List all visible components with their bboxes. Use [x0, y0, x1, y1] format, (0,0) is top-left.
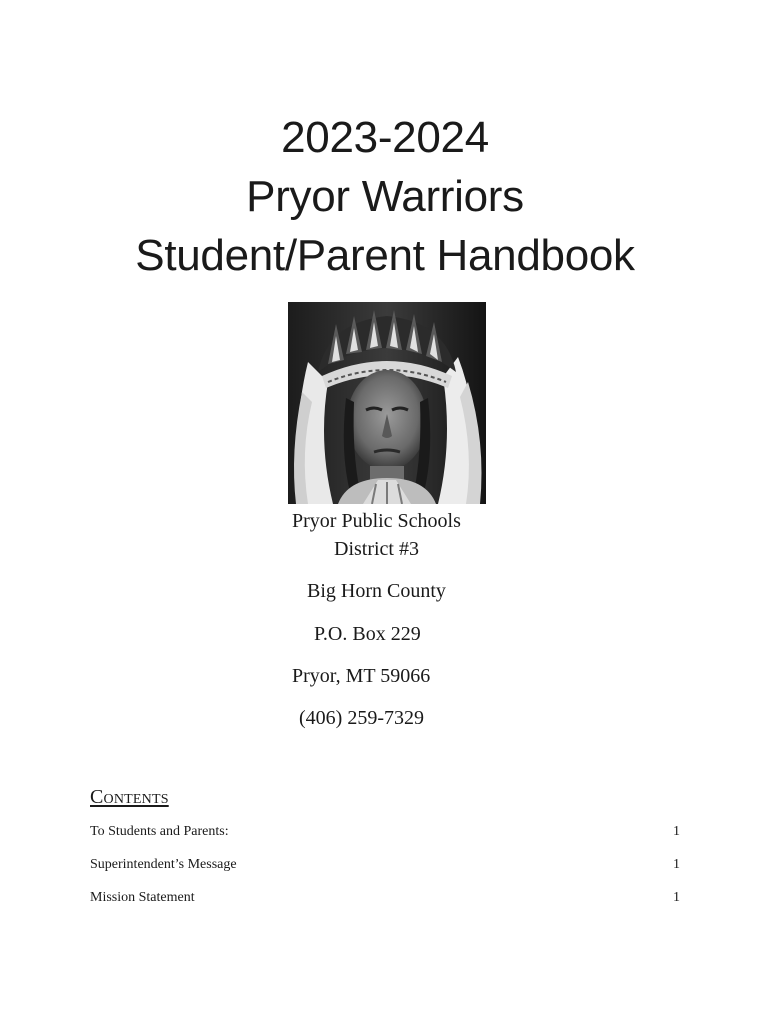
toc-row[interactable]	[90, 822, 680, 855]
cover-title	[0, 108, 770, 285]
toc-row[interactable]	[90, 888, 680, 921]
address-phone: (406) 259-7329	[299, 707, 424, 729]
title-year: 2023-2024	[281, 113, 489, 162]
toc-entry-label: Mission Statement	[90, 890, 195, 905]
address-district: District #3	[334, 538, 419, 560]
title-school-name: Pryor Warriors	[246, 172, 524, 221]
chief-portrait-image	[288, 302, 486, 504]
toc-entry-page: 1	[673, 857, 680, 872]
address-city: Pryor, MT 59066	[292, 665, 431, 687]
toc-row[interactable]	[90, 855, 680, 888]
toc-entry-page: 1	[673, 890, 680, 905]
address-po-box: P.O. Box 229	[314, 623, 421, 645]
table-of-contents	[90, 822, 680, 921]
title-handbook: Student/Parent Handbook	[135, 231, 635, 280]
address-county: Big Horn County	[307, 580, 446, 602]
address-school: Pryor Public Schools	[292, 510, 461, 532]
toc-entry-label: To Students and Parents:	[90, 824, 229, 839]
contents-heading: Contents	[90, 786, 169, 808]
toc-entry-label: Superintendent’s Message	[90, 857, 237, 872]
toc-entry-page: 1	[673, 824, 680, 839]
